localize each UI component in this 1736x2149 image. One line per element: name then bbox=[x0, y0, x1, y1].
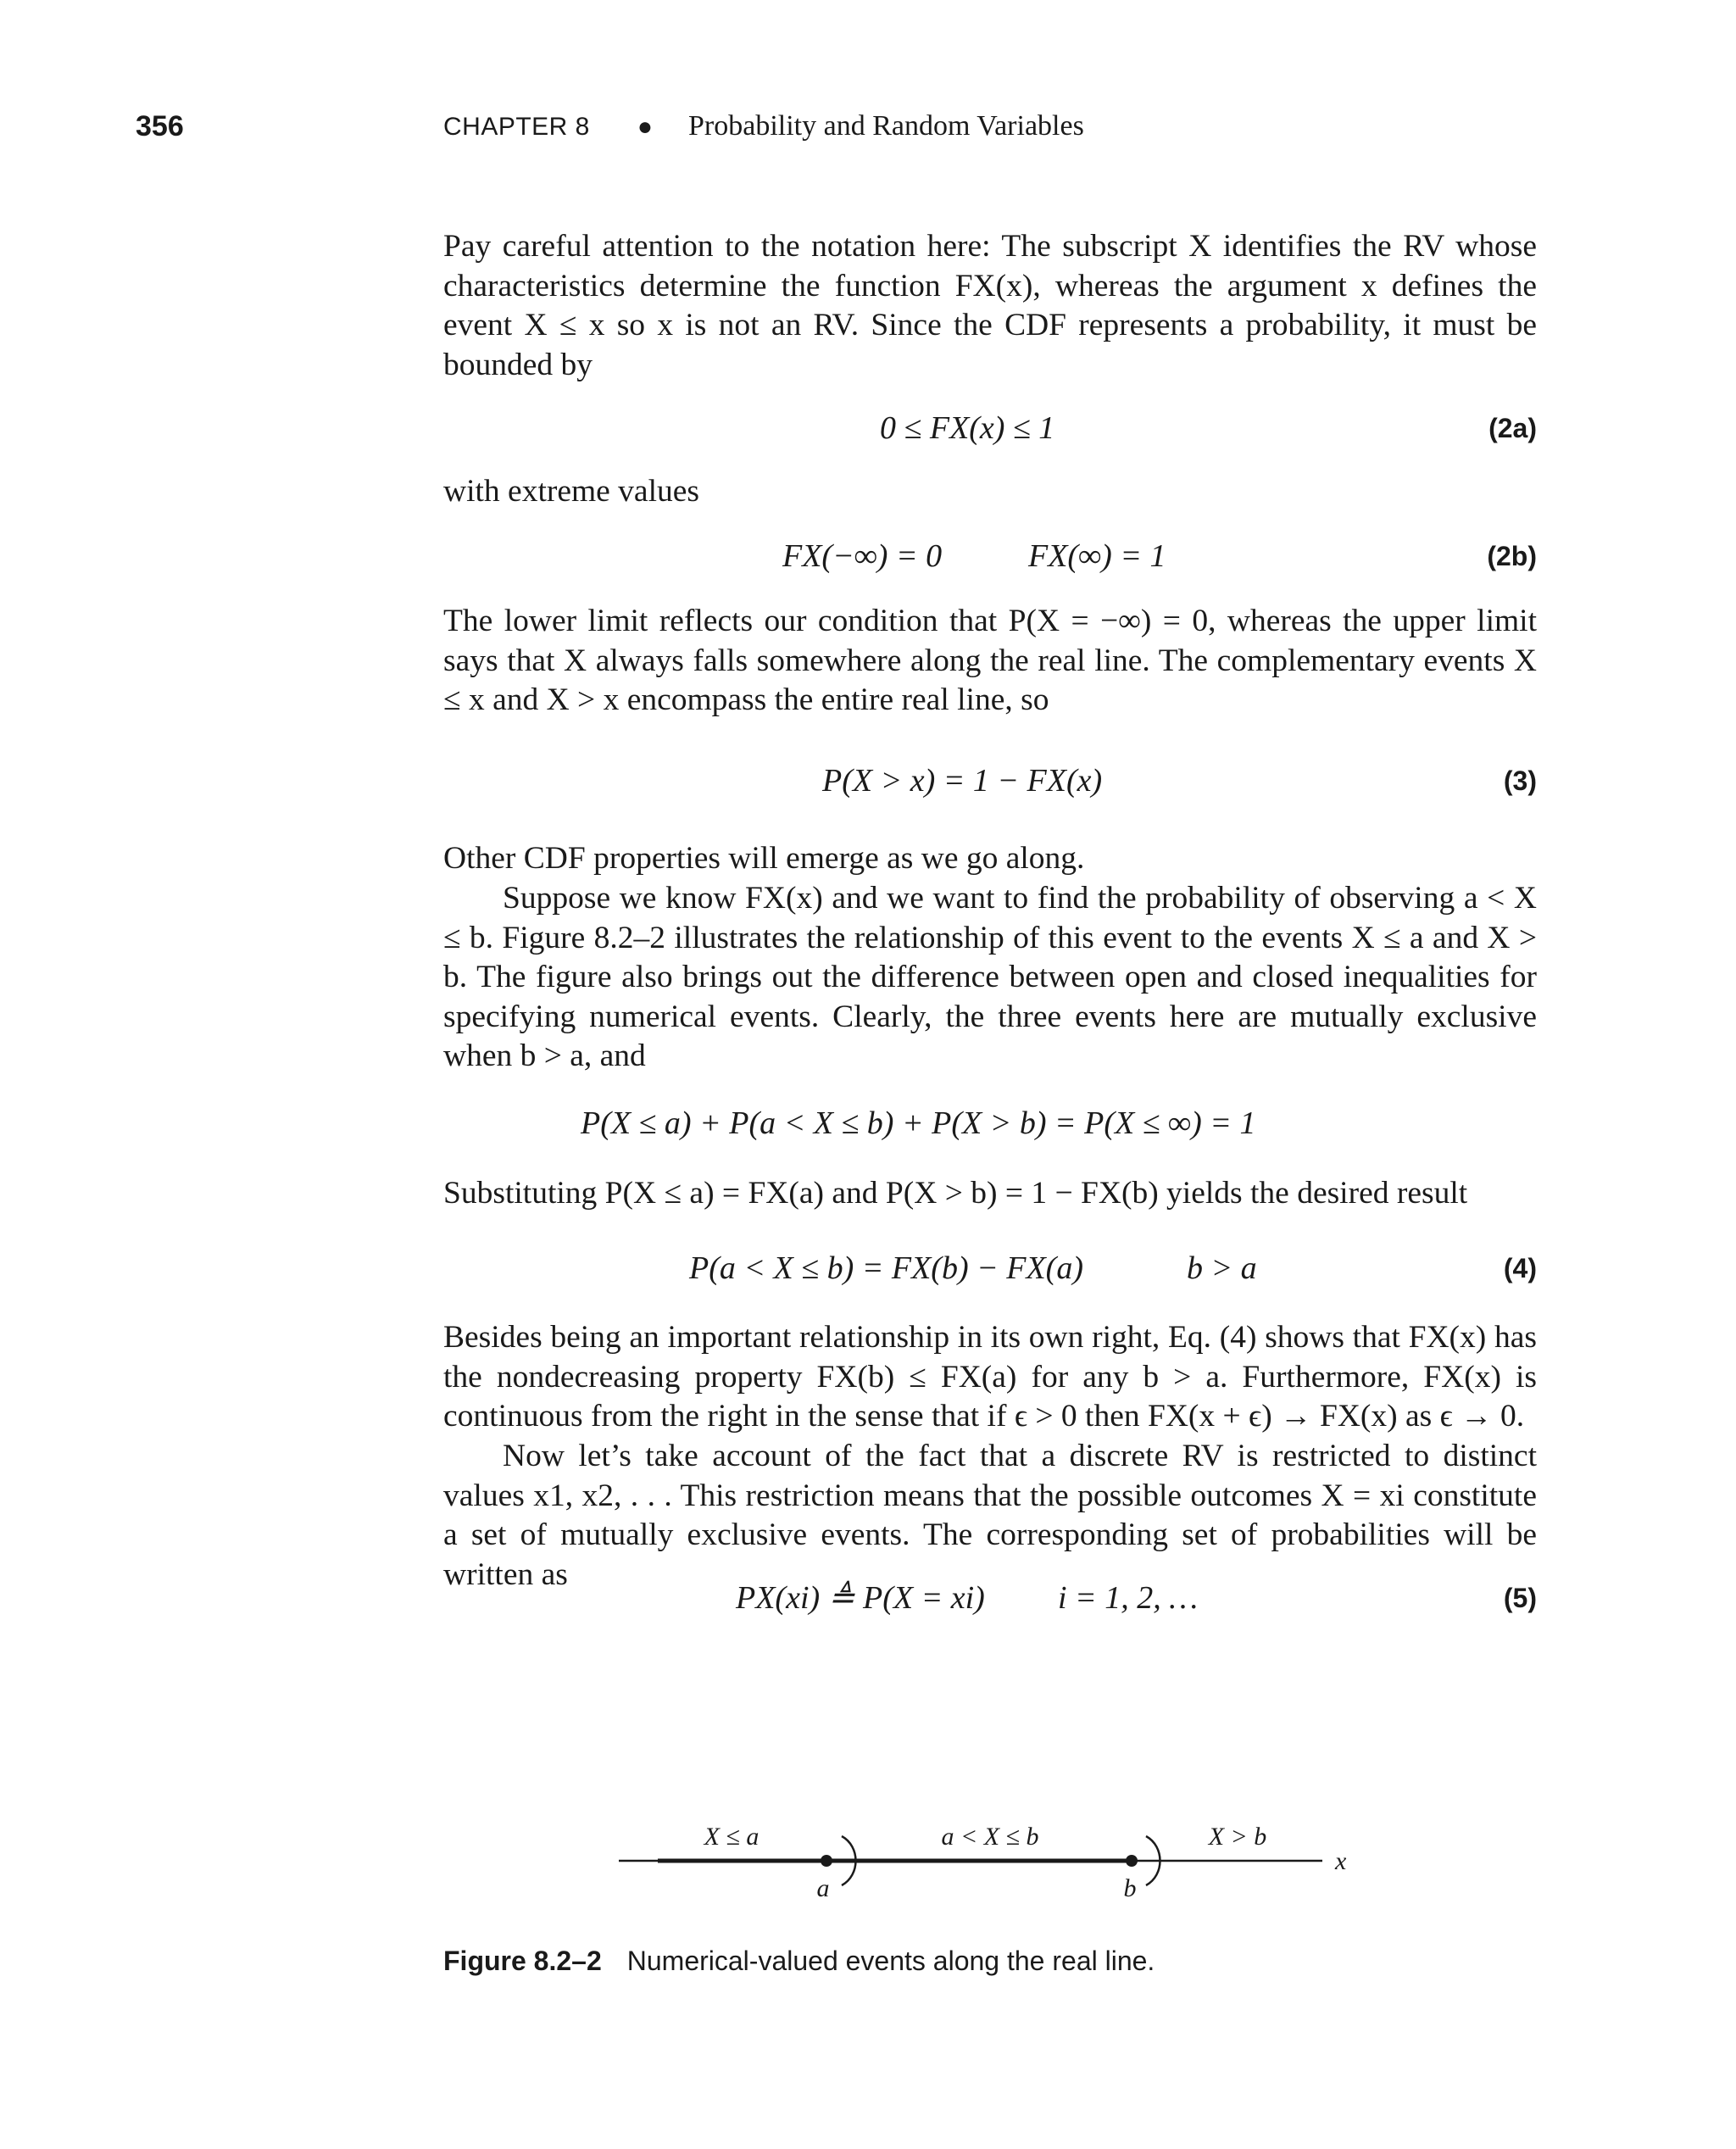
paragraph-suppose: Suppose we know FX(x) and we want to find the probability of observing a < X ≤ b. Figure 8.2–2 illustrates the relationship of this event to the events X ≤ a and X > b. The figure also brings out the difference between open and closed inequalities for specifying numerical events. Clearly, the three events here are mutually exclusive when b > a, and bbox=[443, 881, 1537, 1073]
point-a-label: a bbox=[816, 1874, 830, 1902]
equation-2a-number: (2a) bbox=[1488, 413, 1537, 443]
axis-x-label: x bbox=[1335, 1847, 1347, 1875]
paragraph-besides: Besides being an important relationship in its own right, Eq. (4) shows that FX(x) has the nondecreasing property FX(b) ≤ FX(a) for any b > a. Furthermore, FX(x) is continuous from the right in the sense that if ϵ > 0 then FX(x + ϵ) → FX(x) as ϵ → 0. bbox=[443, 1320, 1537, 1434]
equation-3-number: (3) bbox=[1503, 766, 1537, 796]
equation-2b-right: FX(∞) = 1 bbox=[1028, 538, 1166, 574]
paragraph-discrete: Now let’s take account of the fact that a discrete RV is restricted to distinct values x1, x2, . . . This restriction means that the possible outcomes X = xi constitute a set of mutually exclusive events. The corresponding set of probabilities will be written as bbox=[443, 1439, 1537, 1592]
equation-4-condition: b > a bbox=[1187, 1250, 1257, 1286]
bullet-icon: ● bbox=[637, 113, 653, 141]
figure-caption-text: Numerical-valued events along the real line. bbox=[626, 1946, 1155, 1976]
equation-5-condition: i = 1, 2, … bbox=[1058, 1580, 1198, 1616]
paragraph-extreme-values: with extreme values bbox=[443, 474, 699, 509]
equation-5-number: (5) bbox=[1503, 1583, 1537, 1613]
chapter-label: CHAPTER 8 bbox=[443, 113, 590, 141]
equation-sum-expression: P(X ≤ a) + P(a < X ≤ b) + P(X > b) = P(X ≤ ∞) = 1 bbox=[581, 1105, 1256, 1141]
page-number: 356 bbox=[136, 110, 184, 142]
equation-4-number: (4) bbox=[1503, 1253, 1537, 1283]
paragraph-other-properties: Other CDF properties will emerge as we go along. bbox=[443, 841, 1085, 876]
paragraph-substituting: Substituting P(X ≤ a) = FX(a) and P(X > b) = 1 − FX(b) yields the desired result bbox=[443, 1176, 1468, 1211]
equation-2a-expression: 0 ≤ FX(x) ≤ 1 bbox=[880, 410, 1055, 446]
region-left-label: X ≤ a bbox=[704, 1823, 760, 1851]
paragraph-notation: Pay careful attention to the notation here: The subscript X identifies the RV whose characteristics determine the function FX(x), whereas the argument x defines the event X ≤ x so x is not an RV. Since the CDF represents a probability, it must be bounded by bbox=[443, 229, 1537, 382]
equation-3-expression: P(X > x) = 1 − FX(x) bbox=[822, 763, 1103, 799]
equation-2b-left: FX(−∞) = 0 bbox=[782, 538, 943, 574]
equation-2b-number: (2b) bbox=[1487, 541, 1537, 571]
point-b-label: b bbox=[1123, 1874, 1137, 1902]
region-right-label: X > b bbox=[1208, 1823, 1267, 1851]
figure-caption-label: Figure 8.2–2 bbox=[443, 1946, 602, 1976]
equation-5-expression: PX(xi) ≜ P(X = xi) bbox=[736, 1580, 985, 1616]
figure-caption bbox=[443, 1946, 1155, 1977]
point-b-dot bbox=[1126, 1855, 1138, 1867]
region-middle-label: a < X ≤ b bbox=[941, 1823, 1039, 1851]
equation-4-expression: P(a < X ≤ b) = FX(b) − FX(a) bbox=[689, 1250, 1083, 1286]
paragraph-lower-limit: The lower limit reflects our condition that P(X = −∞) = 0, whereas the upper limit says that X always falls somewhere along the real line. The complementary events X ≤ x and X > x encompass the entire real line, so bbox=[443, 604, 1537, 717]
point-a-dot bbox=[821, 1855, 832, 1867]
chapter-title: Probability and Random Variables bbox=[688, 110, 1084, 142]
